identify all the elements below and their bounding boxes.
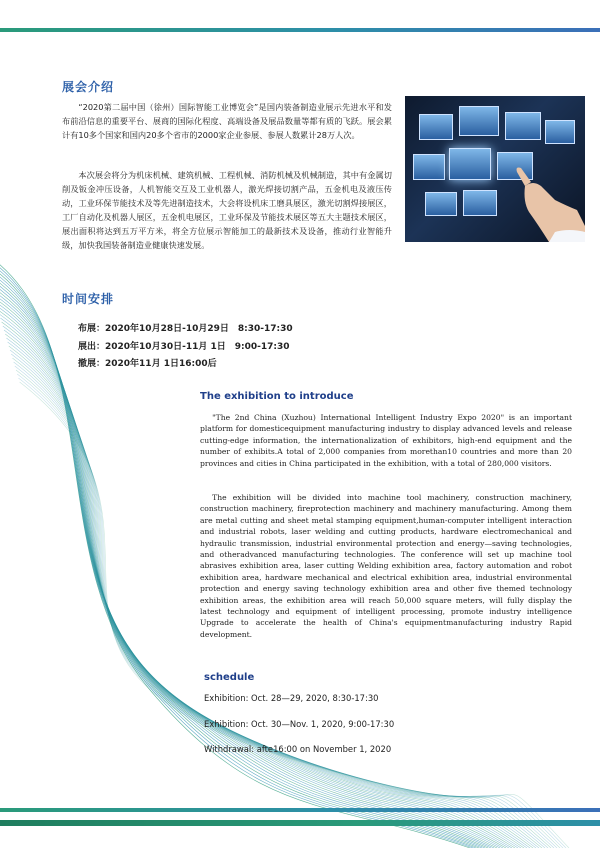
bottom-divider-bar <box>0 808 600 812</box>
intro-en-paragraph-2: The exhibition will be divided into machine tool machinery, construction machinery, construction machinery, fireprotection machinery and machinery manufacturing. Among them are metal cutting and sheet metal stamping equipment,human-computer intelligent interaction and industrial robots, laser welding and cutting products, hardware electromechanical and hydraulic transmission, industrial environmental protection and energy—saving technologies, and otheradvanced manufacturing technologies. The conference will set up machine tool abrasives exhibition area, laser cutting Welding exhibition area, factory automation and robot exhibition area, hardware mechanical and electrical exhibition area, industrial environmental protection and energy saving technology exhibition area and other five themed technology exhibition areas, the exhibition area will reach 50,000 square meters, will fully display the latest technology and equipment of intelligent processing, promote industry intelligence Upgrade to accelerate the health of China's equipmentmanufacturing industry Rapid development. <box>200 493 572 639</box>
intro-en-paragraph-1: "The 2nd China (Xuzhou) International Intelligent Industry Expo 2020" is an important platform for domesticequipment manufacturing industry to display advanced levels and release cutting-edge information, the internationalization of exhibitors, high-end equipment and the number of exhibits.A total of 2,000 companies from morethan10 countries and more than 20 provinces and cities in China participated in the exhibition, with a total of 280,000 visitors. <box>200 413 572 468</box>
intro-en-title: The exhibition to introduce <box>200 391 354 402</box>
schedule-en-withdrawal: Withdrawal: afte16:00 on November 1, 2020 <box>204 744 392 754</box>
intro-paragraph-1: “2020第二届中国（徐州）国际智能工业博览会”是国内装备制造业展示先进水平和发布前沿信息的重要平台、展商的国际化程度、高端设备及展品数量等都有质的飞跃。展会累计有10多个国家和国内20多个省市的2000家企业参展、参展人数累计28万人次。 <box>62 102 392 140</box>
schedule-cn-exhibition: 展出：2020年10月30日-11月 1日 9:00-17:30 <box>78 342 290 352</box>
schedule-en-title: schedule <box>204 672 255 683</box>
schedule-cn-title: 时间安排 <box>62 292 115 306</box>
bottom-divider-bar-2 <box>0 820 600 826</box>
top-divider-bar <box>0 28 600 32</box>
intro-title: 展会介绍 <box>62 80 115 94</box>
schedule-cn-withdrawal: 撤展：2020年11月 1日16:00后 <box>78 359 217 369</box>
touchscreen-hand-photo <box>405 96 585 242</box>
schedule-cn-setup: 布展：2020年10月28日-10月29日 8:30-17:30 <box>78 324 293 334</box>
intro-paragraph-2: 本次展会将分为机床机械、建筑机械、工程机械、消防机械及机械制造，其中有金属切削及钣金冲压设备，人机智能交互及工业机器人，激光焊接切割产品，五金机电及液压传动，工业环保节能技术及等先进制造技术，大会将设机床工磨具展区，激光切割焊接展区，工厂自动化及机器人展区，五金机电展区，工业环保及节能技术展区等五大主题技术展区，展出面积将达到五万平方米，将全方位展示智能加工的最新技术及设备，推动行业智能升级，加快我国装备制造业健康快速发展。 <box>62 170 392 250</box>
schedule-en-exhibition-1: Exhibition: Oct. 28—29, 2020, 8:30-17:30 <box>204 693 379 703</box>
schedule-en-exhibition-2: Exhibition: Oct. 30—Nov. 1, 2020, 9:00-17:30 <box>204 719 395 729</box>
